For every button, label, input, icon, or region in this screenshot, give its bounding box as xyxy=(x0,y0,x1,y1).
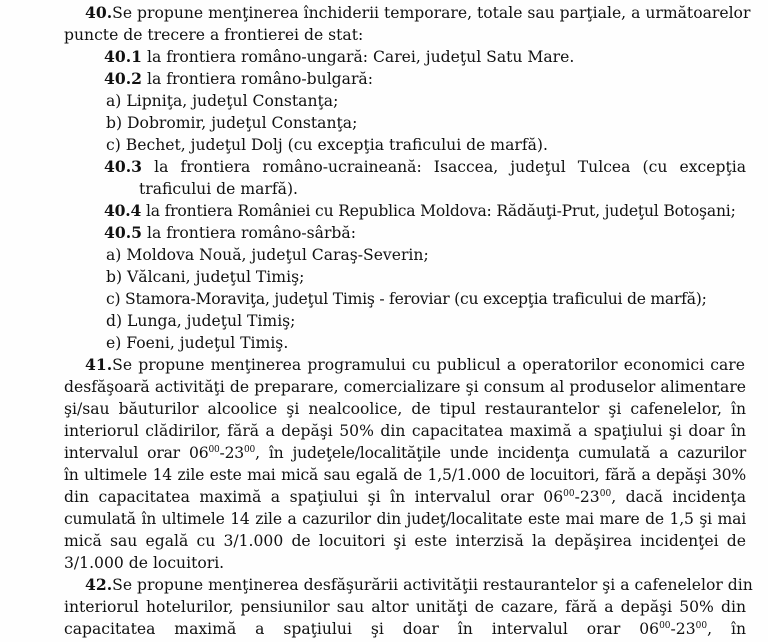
article-42-line-1: 42.Se propune menţinerea desfăşurării activităţii restaurantelor şi a cafenelelor din xyxy=(85,575,753,594)
list-item: d) Lunga, judeţul Timiş; xyxy=(106,312,296,330)
section-40-3-line-2: traficului de marfă). xyxy=(139,180,298,198)
section-40-2: 40.2 la frontiera româno-bulgară: xyxy=(104,69,373,88)
article-41-line-6: în ultimele 14 zile este mai mică sau egală de 1,5/1.000 de locuitori, fără a depăşi 30% xyxy=(64,466,746,484)
article-40-line-2: puncte de trecere a frontierei de stat: xyxy=(64,26,364,44)
section-40-1: 40.1 la frontiera româno-ungară: Carei, judeţul Satu Mare. xyxy=(104,47,575,66)
article-41-line-8: cumulată în ultimele 14 zile a cazurilor din judeţ/localitate este mai mare de 1,5 şi mai xyxy=(64,510,746,528)
article-number: 41. xyxy=(85,355,113,374)
article-number: 40. xyxy=(85,3,113,22)
article-42-line-3: capacitatea maximă a spaţiului şi doar în intervalul orar $06^{00}-23^{00}$, în xyxy=(64,620,746,638)
list-item: e) Foeni, judeţul Timiş. xyxy=(106,334,289,352)
list-item: b) Dobromir, judeţul Constanţa; xyxy=(106,114,358,132)
section-40-5: 40.5 la frontiera româno-sârbă: xyxy=(104,223,356,242)
section-40-3-line-1: 40.3 la frontiera româno-ucraineană: Isaccea, judeţul Tulcea (cu excepţia xyxy=(104,157,746,176)
list-item: c) Bechet, judeţul Dolj (cu excepţia traficului de marfă). xyxy=(106,136,548,154)
article-41-line-3: şi/sau băuturilor alcoolice şi nealcoolice, de tipul restaurantelor şi cafenelelor, în xyxy=(64,400,746,418)
list-item: a) Moldova Nouă, judeţul Caraş-Severin; xyxy=(106,246,429,264)
article-41-line-1: 41.Se propune menţinerea programului cu publicul a operatorilor economici care xyxy=(85,355,745,374)
list-item: b) Vălcani, judeţul Timiş; xyxy=(106,268,305,286)
article-41-line-9: mică sau egală cu 3/1.000 de locuitori şi este interzisă la depăşirea incidenţei de xyxy=(64,532,746,550)
list-item: c) Stamora-Moraviţa, judeţul Timiş - feroviar (cu excepţia traficului de marfă); xyxy=(106,290,707,308)
section-40-4: 40.4 la frontiera României cu Republica Moldova: Rădăuţi-Prut, judeţul Botoşani; xyxy=(104,201,736,220)
article-41-line-10: 3/1.000 de locuitori. xyxy=(64,554,225,572)
list-item: a) Lipniţa, judeţul Constanţa; xyxy=(106,92,339,110)
article-41-line-7: din capacitatea maximă a spaţiului şi în intervalul orar $06^{00}-23^{00}$, dacă incidenţa xyxy=(64,488,746,506)
article-41-line-5: intervalul orar $06^{00}-23^{00}$, în judeţele/localităţile unde incidenţa cumulată a cazurilor xyxy=(64,444,746,462)
article-number: 42. xyxy=(85,575,113,594)
article-41-line-4: interiorul clădirilor, fără a depăşi 50% din capacitatea maximă a spaţiului şi doar în xyxy=(64,422,746,440)
article-41-line-2: desfăşoară activităţi de preparare, comercializare şi consum al produselor alimentare xyxy=(64,378,746,396)
article-42-line-2: interiorul hotelurilor, pensiunilor sau altor unităţi de cazare, fără a depăşi 50% din xyxy=(64,598,746,616)
article-40-line-1: 40.Se propune menţinerea închiderii temporare, totale sau parţiale, a următoarelor xyxy=(85,3,751,22)
